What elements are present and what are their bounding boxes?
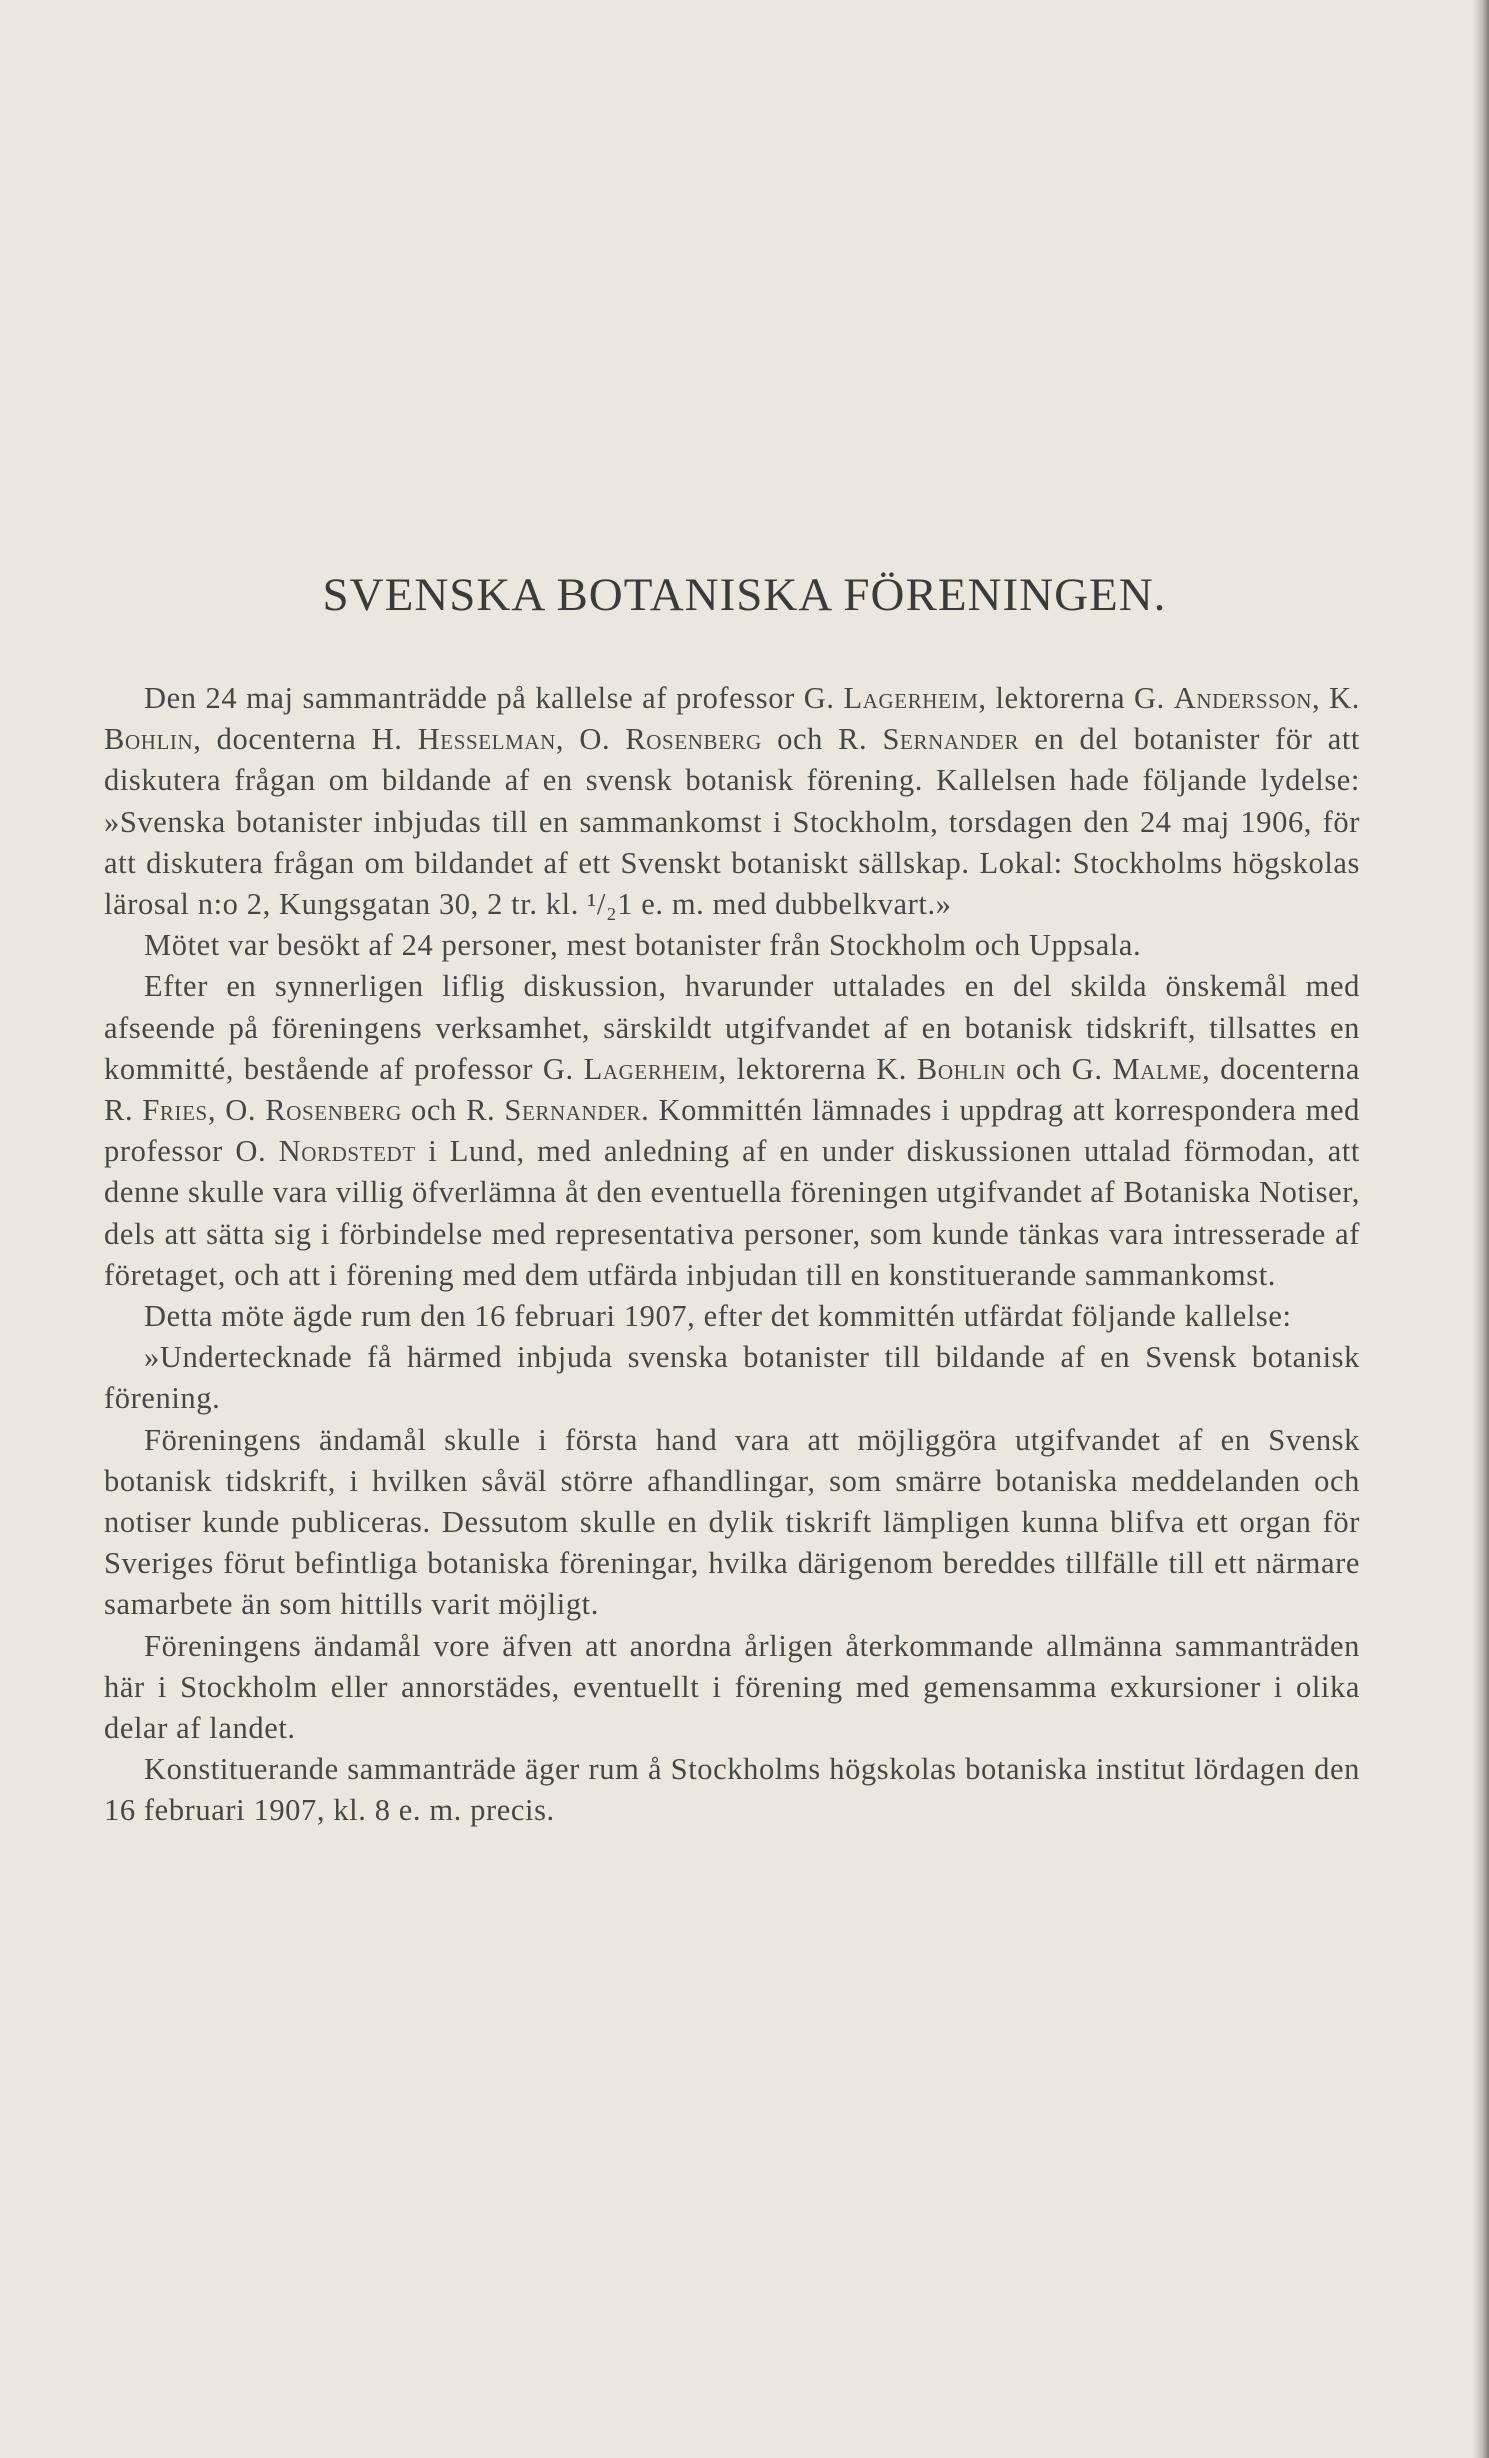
text-segment: och G. <box>1006 1051 1113 1086</box>
text-segment: , lektorerna G. <box>978 681 1174 715</box>
paragraph <box>104 1749 1360 1831</box>
person-name: Rosenberg <box>265 1093 402 1128</box>
paragraph <box>104 966 1360 1296</box>
text-segment: . Kommittén lämnades i uppdrag att korrespondera med professor O. <box>104 1093 1360 1169</box>
body-text <box>104 678 1360 1832</box>
text-segment: och R. <box>401 1093 505 1128</box>
text-segment: , O. <box>555 722 626 757</box>
paragraph <box>104 1337 1360 1419</box>
paragraph <box>104 678 1360 925</box>
text-segment: i Lund, med anledning af en under diskussionen uttalad förmodan, att denne skulle vara villig öfverlämna åt den eventuella föreningen utgifvandet af Botaniska Notiser, dels att sätta sig i förbindelse med representativa personer, som kunde tänkas vara intresserade af företaget, och att i förening med dem utfärda inbjudan till en konstituerande sammankomst. <box>104 1134 1360 1292</box>
person-name: Bohlin <box>104 722 194 757</box>
person-name: Hesselman <box>417 722 556 757</box>
page-edge-shadow <box>1473 0 1489 2458</box>
page-title: SVENSKA BOTANISKA FÖRENINGEN. <box>322 569 1167 621</box>
text-segment: Efter en synnerligen liflig diskussion, hvarunder uttalades en del skilda önskemål med afseende på föreningens verksamhet, särskildt utgifvandet af en botanisk tidskrift, tillsattes en kommitté, bestående af professor G. <box>104 969 1360 1086</box>
text-segment: , docenterna R. <box>104 1051 1361 1128</box>
text-segment: , lektorerna K. <box>718 1051 917 1086</box>
person-name: Sernander <box>882 722 1020 757</box>
paragraph <box>104 925 1360 966</box>
paragraph <box>104 1626 1360 1750</box>
text-segment: Detta möte ägde rum den 16 februari 1907, efter det kommittén utfärdat följande kallelse: <box>144 1299 1292 1334</box>
text-segment: »Undertecknade få härmed inbjuda svenska botanister till bildande af en Svensk botanisk förening. <box>104 1340 1360 1416</box>
person-name: Nordstedt <box>278 1134 416 1169</box>
text-segment: och R. <box>761 722 883 757</box>
person-name: Andersson <box>1173 681 1313 715</box>
text-segment: , docenterna H. <box>193 722 418 757</box>
text-segment: Konstituerande sammanträde äger rum å Stockholms högskolas botaniska institut lördagen den 16 februari 1907, kl. 8 e. m. precis. <box>104 1752 1360 1828</box>
person-name: Fries <box>142 1093 208 1128</box>
text-segment: Mötet var besökt af 24 personer, mest botanister från Stockholm och Uppsala. <box>144 928 1142 963</box>
person-name: Lagerheim <box>843 681 979 715</box>
person-name: Malme <box>1112 1051 1203 1086</box>
person-name: Bohlin <box>916 1051 1007 1086</box>
text-segment: en del botanister för att diskutera frågan om bildande af en svensk botanisk förening. Kallelsen hade följande lydelse: »Svenska botanister inbjudas till en sammankomst i Stockholm, torsdagen den 24 maj 1906, för att diskutera frågan om bildandet af ett Svenskt botaniskt sällskap. Lokal: Stockholms högskolas lärosal n:o 2, Kungsgatan 30, 2 tr. kl. ¹/₂1 e. m. med dubbelkvart.» <box>104 722 1360 922</box>
paragraph <box>104 1420 1360 1626</box>
person-name: Sernander <box>504 1093 642 1128</box>
paragraph <box>104 1296 1360 1337</box>
text-segment: Föreningens ändamål skulle i första hand vara att möjliggöra utgifvandet af en Svensk botanisk tidskrift, i hvilken såväl större afhandlingar, som smärre botaniska meddelanden och notiser kunde publiceras. Dessutom skulle en dylik tiskrift lämpligen kunna blifva ett organ för Sveriges förut befintliga botaniska föreningar, hvilka därigenom bereddes tillfälle till ett närmare samarbete än som hittills varit möjligt. <box>104 1422 1360 1622</box>
text-segment: , O. <box>207 1093 266 1128</box>
text-segment: Den 24 maj sammanträdde på kallelse af professor G. <box>144 681 844 715</box>
text-segment: Föreningens ändamål vore äfven att anordna årligen återkommande allmänna sammanträden här i Stockholm eller annorstädes, eventuellt i förening med gemensamma exkursioner i olika delar af landet. <box>104 1628 1360 1746</box>
text-segment: , K. <box>1312 681 1360 715</box>
person-name: Rosenberg <box>625 722 762 757</box>
person-name: Lagerheim <box>583 1051 719 1086</box>
